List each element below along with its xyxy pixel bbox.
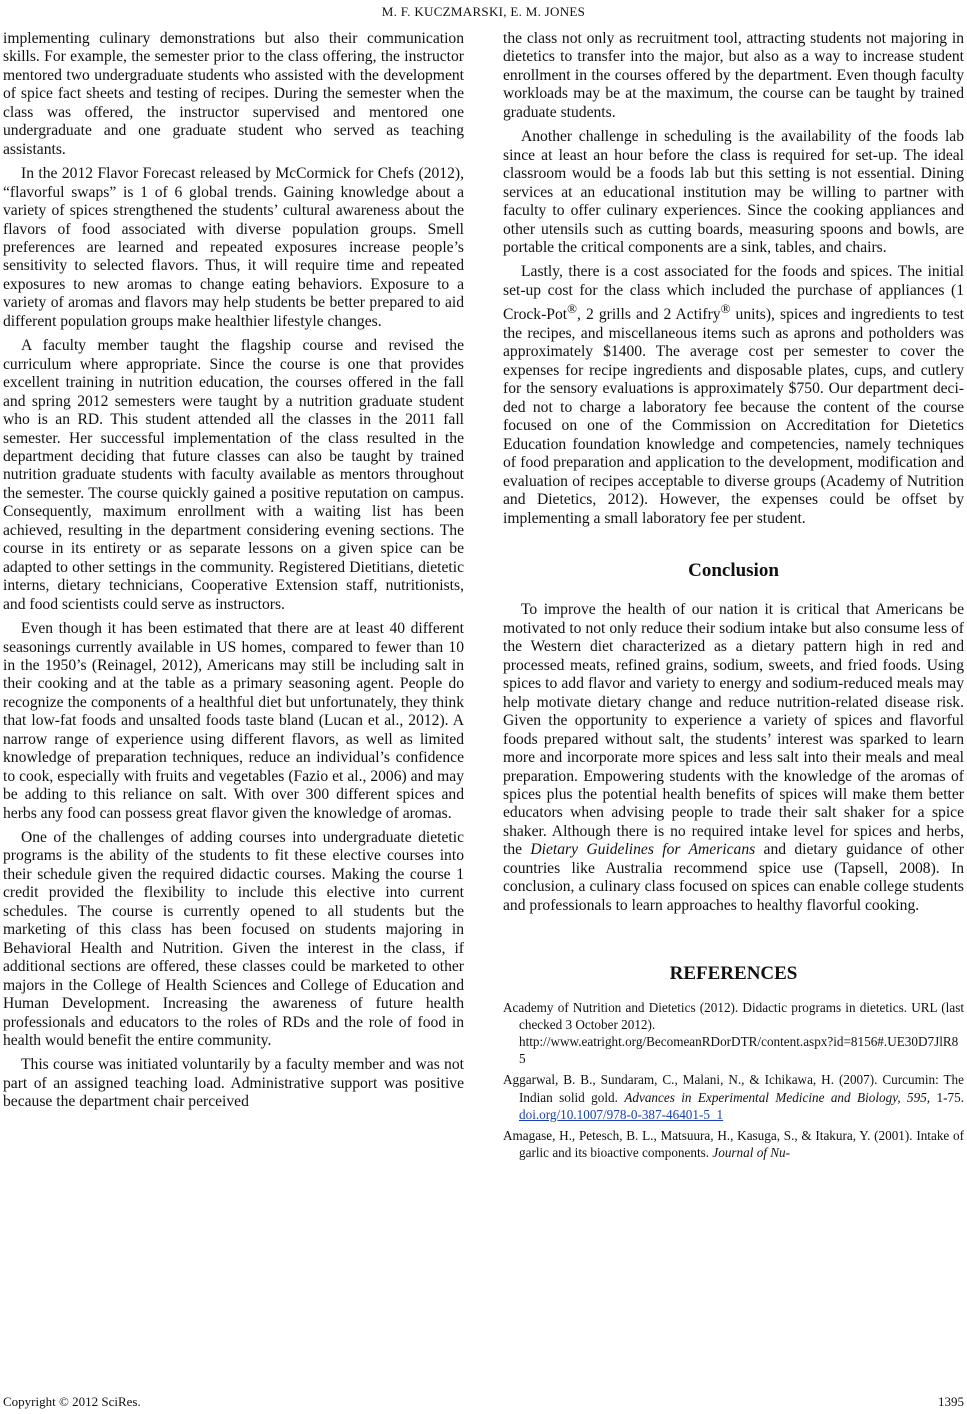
text-run: , 2 grills and 2 Actifry [577, 306, 721, 324]
copyright-notice: Copyright © 2012 SciRes. [3, 1394, 141, 1409]
text-run: units), spices and ingredients to test the recipes, and miscellaneous items such as aprons and potholders was approximately $1400. The average cost per semester to cover the expenses for recipe ingredients and disposable plates, cups, and cutlery for the sensory evaluations is approximately $750. Our department decided not to charge a laboratory fee because the content of the course focused on one of the Commission on Accreditation for Dietetics Education foundation knowledge and competencies, namely techniques of food preparation and application to the development, modification and evaluation of recipes acceptable to diverse groups (Academy of Nutrition and Dietetics, 2012). However, the expenses could be offset by implementing a small laboratory fee per student. [503, 306, 964, 527]
reference-url[interactable]: http://www.eatright.org/BecomeanRDorDTR/content.aspx?id=8156#.UE30D7JlR85 [519, 1033, 959, 1067]
registered-mark: ® [567, 301, 577, 317]
references-heading: REFERENCES [669, 963, 798, 985]
reference-text: 1-75. [930, 1089, 964, 1105]
page-number: 1395 [938, 1394, 964, 1409]
guidelines-title: Dietary Guidelines for Americans [530, 841, 756, 859]
reference-entry [503, 1127, 964, 1161]
text-run: Lastly, there is a cost associated for the foods and spices. The initial set-up cost for the class which included the purchase of appliances (1 Crock-Pot [503, 263, 964, 324]
reference-entry [503, 999, 964, 1068]
text-run: and dietary guidance of other countries like Australia recommend spice use (Tapsell, 2008). In conclusion, a culinary class focused on spices can enable college students and professionals to learn approaches to healthy flavorful cooking. [503, 841, 964, 914]
body-paragraph: the class not only as recruitment tool, attracting students not majoring in dietetics to transfer into the major, but also as a way to increase student enrollment in the courses offered by the department. Even though faculty workloads may be at the maximum, the course can be taught by trained graduate students. [503, 30, 964, 121]
registered-mark: ® [720, 301, 731, 317]
body-paragraph: This course was initiated voluntarily by a faculty member and was not part of an assigned teaching load. Administrative support was positive because the department chair perceived [3, 1056, 464, 1111]
journal-name: Journal of Nu- [712, 1145, 791, 1161]
reference-text: Amagase, H., Petesch, B. L., Matsuura, H., Kasuga, S., & Itakura, Y. (2001). Intake of garlic and its bioactive components. [503, 1128, 964, 1161]
reference-entry [503, 1071, 964, 1123]
text-run: To improve the health of our nation it is critical that Americans be motivated to not only reduce their sodium intake but also consume less of the Western diet characterized as a dietary pattern high in red and processed meats, refined grains, sodium, sweets, and fried foods. Using spices to add flavor and variety to energy and sodium-reduced meals may help motivate dietary change and reduce nutrition-related disease risk. Given the opportunity to experience a variety of spices and flavorful foods prepared without salt, the students’ interest was sparked to learn more and incorporate more spices and less salt into their meals and meal preparation. Empowering students with the knowledge of the aromas of spices plus the potential health benefits of spices will make them better educators when advising people to trade their salt shaker for a spice shaker. Although there is no required intake level for spices and herbs, the [503, 601, 964, 859]
body-paragraph: Even though it has been estimated that there are at least 40 different seasonings currently available in US homes, compared to fewer than 10 in the 1950’s (Reinagel, 2012), Americans may still be including salt in their cooking and at the table as a primary seasoning agent. People do recognize the components of a healthful diet but unfortunately, they think that low-fat foods and unsalted foods taste bland (Lucan et al., 2012). A narrow range of experience using different flavors, as well as limited knowledge of preparation techniques, reduce an individual’s confidence to cook, especially with fruits and vegetables (Fazio et al., 2006) and may be adding to this reliance on salt. With over 300 different spices and herbs any food can possess great flavor given the knowledge of aromas. [3, 620, 464, 822]
reference-text: Academy of Nutrition and Dietetics (2012). Didactic programs in dietetics. URL (last checked 3 October 2012). [503, 999, 964, 1032]
body-paragraph: implementing culinary demonstrations but also their communication skills. For example, the semester prior to the class offering, the instructor mentored two undergraduate students who assisted with the development of spice fact sheets and testing of recipes. During the semester when the class was offered, the instructor supervised and mentored one undergraduate and one graduate student who served as teaching assistants. [3, 30, 464, 158]
journal-name: Advances in Experimental Medicine and Biology, 595, [624, 1089, 931, 1105]
body-paragraph: One of the challenges of adding courses into undergraduate dietetic programs is the ability of the students to fit these elective courses into their schedule given the required didactic courses. Making the course 1 credit provided the flexibility to include this elective into current schedules. The course is currently opened to all students but the marketing of this class has been focused on students majoring in Behavioral Health and Nutrition. Given the interest in the class, if additional sections are offered, these classes could be marketed to other majors in the College of Health Sciences and College of Education and Human Development. Increasing the awareness of future health professionals and educators to the roles of RDs and the role of food in health would benefit the entire community. [3, 829, 464, 1050]
doi-link[interactable]: doi.org/10.1007/978-0-387-46401-5_1 [519, 1106, 724, 1122]
running-head: M. F. KUCZMARSKI, E. M. JONES [381, 4, 586, 19]
left-column [3, 30, 464, 1118]
body-paragraph [503, 263, 964, 528]
body-paragraph: In the 2012 Flavor Forecast released by McCormick for Chefs (2012), “flavorful swaps” is 1 of 6 global trends. Gaining knowledge about a variety of spices strengthened the students’ cultural awareness about the flavors of food associated with diverse population groups. Smell preferences are learned and repeated exposures increase people’s sensitivity to selected flavors. Thus, it will require time and repeated exposures to new aromas to change eating behaviors. Exposure to a variety of aromas and flavors may help students be better prepared to aid different population groups make healthier lifestyle changes. [3, 165, 464, 330]
right-column [503, 30, 964, 1165]
body-paragraph: Another challenge in scheduling is the availability of the foods lab since at least an hour before the class is required for set-up. The ideal classroom would be a foods lab but this setting is not essential. Dining services at an educational institution may be willing to partner with faculty to offer culinary experiences. Since the cooking appliances and other utensils such as cutting boards, measuring spoons and bowls, are portable the critical components are a sink, tables, and chairs. [503, 128, 964, 256]
page-footer [3, 1394, 964, 1410]
reference-text: Aggarwal, B. B., Sundaram, C., Malani, N., & Ichikawa, H. (2007). Curcumin: The Indian solid gold. [503, 1072, 964, 1105]
conclusion-paragraph [503, 601, 964, 915]
conclusion-heading: Conclusion [688, 559, 779, 581]
body-paragraph: A faculty member taught the flagship course and revised the curriculum where appropriate. Since the course is one that provides excellent training in nutrition education, the courses offered in the fall and spring 2012 semesters were taught by a nutrition graduate student who is an RD. This student attended all the classes in the 2011 fall semester. Her successful implementation of the class resulted in the department deciding that future classes can also be taught by trained nutrition graduate students with faculty available as mentors throughout the semester. The course quickly gained a positive reputation on campus. Consequently, maximum enrollment with a waiting list has been achieved, resulting in the department considering evening sections. The course in its entirety or as separate lessons on a given spice can be adapted to other settings in the community. Registered Dietitians, dietetic interns, dietary technicians, Cooperative Extension staff, nutritionists, and food scientists could serve as instructors. [3, 337, 464, 613]
